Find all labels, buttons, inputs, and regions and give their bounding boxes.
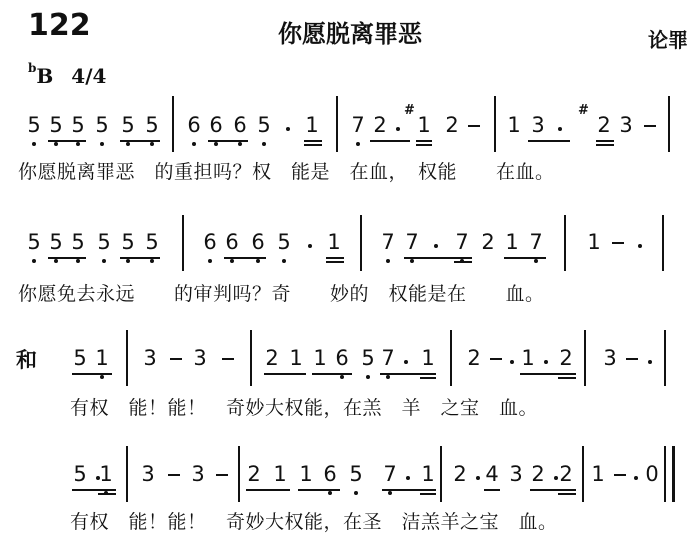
note: 4 <box>485 462 499 486</box>
hymn-title: 你愿脱离罪恶 <box>278 20 422 48</box>
note: 3 <box>619 113 633 137</box>
low-octave-dot <box>100 142 104 146</box>
low-octave-dot <box>54 142 58 146</box>
barline <box>668 96 670 152</box>
note: 2 <box>559 462 573 486</box>
beam-underline <box>382 489 436 491</box>
note: 0 <box>645 462 659 486</box>
note: 5 <box>257 113 271 137</box>
beam-underline <box>48 257 86 259</box>
beam-underline <box>224 257 266 259</box>
note: 3 <box>509 462 523 486</box>
lyric-line-2: 你愿免去永远 的审判吗？奇 妙的 权能是在 血。 <box>18 283 545 305</box>
beam-underline <box>304 140 322 142</box>
note: 2 <box>453 462 467 486</box>
augmentation-dot <box>510 360 514 364</box>
lyric-line-1: 你愿脱离罪恶 的重担吗？权 能是 在血， 权能 在血。 <box>18 161 555 183</box>
note: 1 <box>587 230 601 254</box>
beam-underline <box>558 493 576 495</box>
augmentation-dot <box>434 244 438 248</box>
beam-underline <box>530 489 576 491</box>
sustain-dash <box>490 358 502 360</box>
low-octave-dot <box>102 259 106 263</box>
low-octave-dot <box>76 259 80 263</box>
note: 5 <box>27 230 41 254</box>
sharp-sign: # <box>578 103 589 118</box>
augmentation-dot <box>406 476 410 480</box>
low-octave-dot <box>76 142 80 146</box>
low-octave-dot <box>340 375 344 379</box>
low-octave-dot <box>238 142 242 146</box>
augmentation-dot <box>404 360 408 364</box>
beam-underline <box>120 257 160 259</box>
note: 3 <box>193 346 207 370</box>
note: 2 <box>467 346 481 370</box>
augmentation-dot <box>634 476 638 480</box>
note: 3 <box>531 113 545 137</box>
barline <box>662 215 664 271</box>
note: 5 <box>97 230 111 254</box>
sustain-dash <box>612 242 624 244</box>
low-octave-dot <box>262 142 266 146</box>
augmentation-dot <box>648 360 652 364</box>
note: 6 <box>323 462 337 486</box>
note: 5 <box>277 230 291 254</box>
note: 6 <box>225 230 239 254</box>
barline <box>182 215 184 271</box>
note: 6 <box>335 346 349 370</box>
low-octave-dot <box>366 375 370 379</box>
low-octave-dot <box>150 142 154 146</box>
sustain-dash <box>644 125 656 127</box>
note: 1 <box>417 113 431 137</box>
note: 6 <box>203 230 217 254</box>
note: 5 <box>49 113 63 137</box>
lyric-line-4: 有权 能！能！ 奇妙大权能，在圣 洁羔羊之宝 血。 <box>70 511 558 533</box>
note: 3 <box>141 462 155 486</box>
sustain-dash <box>222 358 234 360</box>
beam-underline <box>370 140 410 142</box>
note: 7 <box>381 230 395 254</box>
barline <box>440 446 442 502</box>
note: 5 <box>73 346 87 370</box>
low-octave-dot <box>32 142 36 146</box>
note: 5 <box>349 462 363 486</box>
lyric-line-3: 有权 能！能！ 奇妙大权能，在羔 羊 之宝 血。 <box>70 397 539 419</box>
note: 6 <box>187 113 201 137</box>
beam-underline <box>48 140 86 142</box>
beam-underline <box>326 261 344 263</box>
note: 5 <box>27 113 41 137</box>
barline <box>584 330 586 386</box>
note: 3 <box>191 462 205 486</box>
beam-underline <box>72 489 116 491</box>
augmentation-dot <box>544 360 548 364</box>
barline <box>664 446 666 502</box>
note: 3 <box>143 346 157 370</box>
note: 5 <box>71 113 85 137</box>
note: 1 <box>505 230 519 254</box>
time-signature: 4/4 <box>71 64 107 88</box>
augmentation-dot <box>308 244 312 248</box>
note: 5 <box>145 113 159 137</box>
note: 2 <box>597 113 611 137</box>
beam-underline <box>208 140 248 142</box>
final-barline <box>672 446 675 502</box>
low-octave-dot <box>386 375 390 379</box>
note: 7 <box>381 346 395 370</box>
note: 1 <box>313 346 327 370</box>
beam-underline <box>454 261 472 263</box>
note: 6 <box>209 113 223 137</box>
note: 1 <box>289 346 303 370</box>
sustain-dash <box>216 474 228 476</box>
note: 7 <box>405 230 419 254</box>
note: 7 <box>529 230 543 254</box>
low-octave-dot <box>192 142 196 146</box>
low-octave-dot <box>126 259 130 263</box>
note: 2 <box>247 462 261 486</box>
note: 5 <box>73 462 87 486</box>
barline <box>450 330 452 386</box>
low-octave-dot <box>32 259 36 263</box>
low-octave-dot <box>410 259 414 263</box>
beam-underline <box>404 257 472 259</box>
beam-underline <box>528 140 570 142</box>
note: 7 <box>351 113 365 137</box>
augmentation-dot <box>286 127 290 131</box>
barline <box>582 446 584 502</box>
low-octave-dot <box>230 259 234 263</box>
note: 2 <box>445 113 459 137</box>
note: 1 <box>521 346 535 370</box>
note: 1 <box>99 462 113 486</box>
low-octave-dot <box>256 259 260 263</box>
hymn-number: 122 <box>28 8 91 43</box>
hymn-category: 论罪 <box>648 28 688 52</box>
beam-underline <box>504 257 546 259</box>
note: 7 <box>383 462 397 486</box>
sustain-dash <box>168 474 180 476</box>
barline <box>172 96 174 152</box>
augmentation-dot <box>476 476 480 480</box>
key-letter: B <box>36 64 54 88</box>
sustain-dash <box>468 125 480 127</box>
low-octave-dot <box>282 259 286 263</box>
note: 1 <box>507 113 521 137</box>
beam-underline <box>304 144 322 146</box>
sustain-dash <box>614 474 626 476</box>
note: 5 <box>121 113 135 137</box>
low-octave-dot <box>388 491 392 495</box>
low-octave-dot <box>150 259 154 263</box>
note: 2 <box>531 462 545 486</box>
note: 1 <box>591 462 605 486</box>
beam-underline <box>312 373 352 375</box>
augmentation-dot <box>558 127 562 131</box>
chorus-mark: 和 <box>16 348 37 372</box>
note: 6 <box>233 113 247 137</box>
note: 1 <box>327 230 341 254</box>
note: 7 <box>455 230 469 254</box>
beam-underline <box>420 493 436 495</box>
beam-underline <box>98 493 116 495</box>
barline <box>336 96 338 152</box>
low-octave-dot <box>126 142 130 146</box>
barline <box>238 446 240 502</box>
low-octave-dot <box>54 259 58 263</box>
low-octave-dot <box>354 491 358 495</box>
note: 5 <box>95 113 109 137</box>
barline <box>664 330 666 386</box>
note: 5 <box>145 230 159 254</box>
note: 5 <box>49 230 63 254</box>
beam-underline <box>484 489 500 491</box>
beam-underline <box>326 257 344 259</box>
note: 5 <box>361 346 375 370</box>
sharp-sign: # <box>404 103 415 118</box>
low-octave-dot <box>356 142 360 146</box>
note: 3 <box>603 346 617 370</box>
note: 5 <box>71 230 85 254</box>
beam-underline <box>264 373 306 375</box>
note: 1 <box>299 462 313 486</box>
note: 2 <box>559 346 573 370</box>
beam-underline <box>520 373 576 375</box>
beam-underline <box>120 140 160 142</box>
note: 2 <box>481 230 495 254</box>
note: 1 <box>95 346 109 370</box>
sustain-dash <box>626 358 638 360</box>
beam-underline <box>416 140 432 142</box>
beam-underline <box>596 144 614 146</box>
sustain-dash <box>170 358 182 360</box>
beam-underline <box>246 489 290 491</box>
note: 1 <box>421 346 435 370</box>
low-octave-dot <box>534 259 538 263</box>
low-octave-dot <box>328 491 332 495</box>
low-octave-dot <box>100 375 104 379</box>
note: 5 <box>121 230 135 254</box>
augmentation-dot <box>638 244 642 248</box>
beam-underline <box>596 140 614 142</box>
barline <box>126 330 128 386</box>
augmentation-dot <box>396 127 400 131</box>
note: 1 <box>305 113 319 137</box>
note: 1 <box>421 462 435 486</box>
flat-sign: b <box>28 61 37 76</box>
note: 6 <box>251 230 265 254</box>
note: 2 <box>373 113 387 137</box>
barline <box>126 446 128 502</box>
beam-underline <box>380 373 436 375</box>
beam-underline <box>298 489 340 491</box>
note: 1 <box>273 462 287 486</box>
barline <box>250 330 252 386</box>
low-octave-dot <box>208 259 212 263</box>
barline <box>564 215 566 271</box>
low-octave-dot <box>214 142 218 146</box>
note: 2 <box>265 346 279 370</box>
barline <box>360 215 362 271</box>
beam-underline <box>558 377 576 379</box>
low-octave-dot <box>386 259 390 263</box>
beam-underline <box>416 144 432 146</box>
beam-underline <box>72 373 112 375</box>
beam-underline <box>420 377 436 379</box>
barline <box>494 96 496 152</box>
